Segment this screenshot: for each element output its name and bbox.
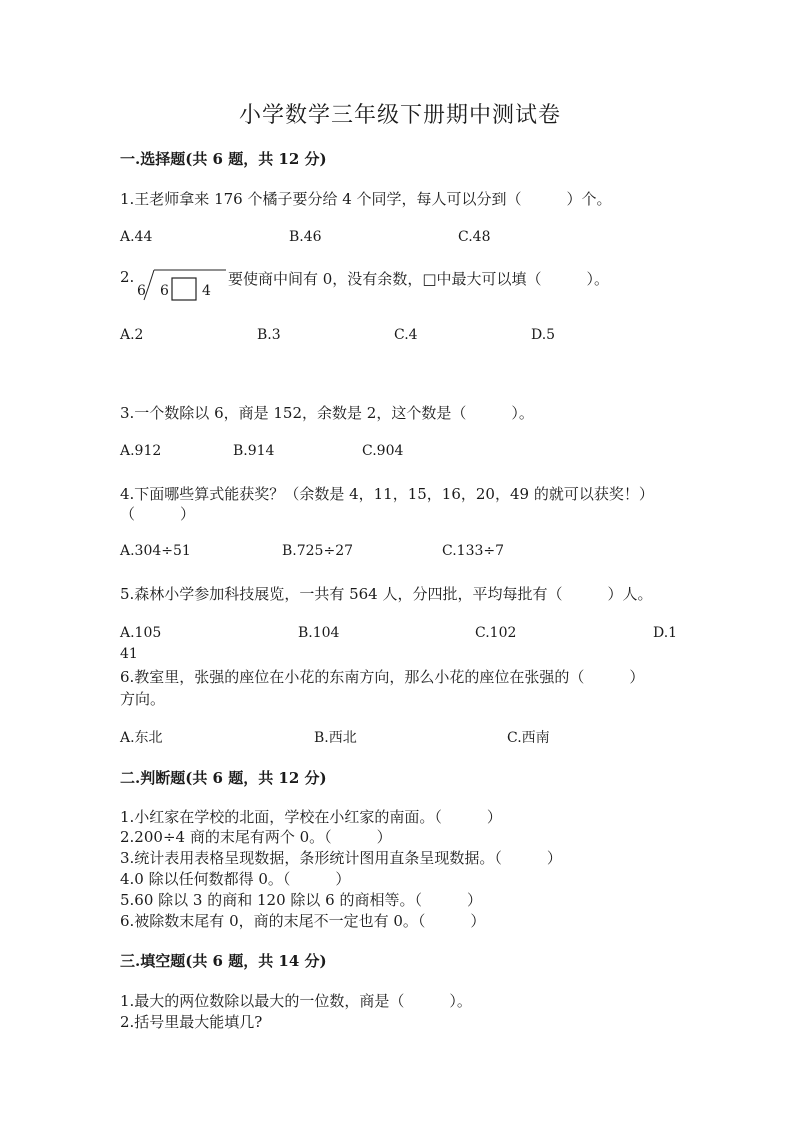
q1-option-a: A.44 (120, 229, 153, 245)
q1-option-b: B.46 (289, 229, 322, 245)
q3-option-c: C.904 (362, 443, 404, 459)
judgment-item-4: 4.0 除以任何数都得 0。（ ） (120, 870, 351, 888)
q2-option-b: B.3 (257, 327, 281, 343)
q2-option-c: C.4 (394, 327, 418, 343)
q5-option-c: C.102 (475, 625, 517, 641)
q2-option-a: A.2 (120, 327, 144, 343)
question-6-line1: 6.教室里，张强的座位在小花的东南方向，那么小花的座位在张强的（ ） (120, 668, 645, 686)
judgment-item-3: 3.统计表用表格呈现数据，条形统计图用直条呈现数据。（ ） (120, 849, 562, 867)
judgment-item-5: 5.60 除以 3 的商和 120 除以 6 的商相等。（ ） (120, 891, 482, 909)
judgment-item-6: 6.被除数末尾有 0，商的末尾不一定也有 0。（ ） (120, 912, 486, 930)
q4-option-a: A.304÷51 (120, 543, 191, 559)
question-2-text: 要使商中间有 0，没有余数，□中最大可以填（ ）。 (228, 270, 609, 288)
question-1: 1.王老师拿来 176 个橘子要分给 4 个同学，每人可以分到（ ）个。 (120, 190, 612, 208)
q2-option-d: D.5 (531, 327, 556, 343)
q3-option-b: B.914 (233, 443, 275, 459)
question-5: 5.森林小学参加科技展览，一共有 564 人，分四批，平均每批有（ ）人。 (120, 585, 653, 603)
division-dividend-right: 4 (202, 283, 211, 299)
long-division-figure (134, 266, 230, 306)
section-heading-choice: 一.选择题(共 6 题，共 12 分) (120, 150, 327, 168)
q6-option-a: A.东北 (120, 730, 163, 746)
q5-option-d-wrap: 41 (120, 646, 138, 662)
question-2-number: 2. (120, 268, 135, 286)
question-4-line1: 4.下面哪些算式能获奖？（余数是 4，11，15，16，20，49 的就可以获奖！） (120, 485, 654, 503)
fill-item-1: 1.最大的两位数除以最大的一位数，商是（ ）。 (120, 992, 472, 1010)
question-6-line2: 方向。 (120, 690, 166, 708)
q4-option-c: C.133÷7 (442, 543, 505, 559)
q6-option-b: B.西北 (314, 730, 357, 746)
q5-option-b: B.104 (298, 625, 340, 641)
q4-option-b: B.725÷27 (282, 543, 354, 559)
page-title: 小学数学三年级下册期中测试卷 (238, 103, 561, 128)
division-dividend-left: 6 (160, 283, 169, 299)
q5-option-d: D.1 (653, 625, 678, 641)
fill-item-2: 2.括号里最大能填几? (120, 1013, 263, 1031)
question-3: 3.一个数除以 6，商是 152，余数是 2，这个数是（ ）。 (120, 404, 534, 422)
q6-option-c: C.西南 (507, 730, 550, 746)
division-divisor: 6 (137, 283, 146, 299)
q1-option-c: C.48 (458, 229, 491, 245)
judgment-item-2: 2.200÷4 商的末尾有两个 0。（ ） (120, 828, 392, 846)
section-heading-judgment: 二.判断题(共 6 题，共 12 分) (120, 769, 327, 787)
section-heading-fill: 三.填空题(共 6 题，共 14 分) (120, 952, 327, 970)
q3-option-a: A.912 (120, 443, 162, 459)
question-4-line2: （ ） (120, 505, 196, 523)
q5-option-a: A.105 (120, 625, 162, 641)
judgment-item-1: 1.小红家在学校的北面，学校在小红家的南面。（ ） (120, 808, 502, 826)
